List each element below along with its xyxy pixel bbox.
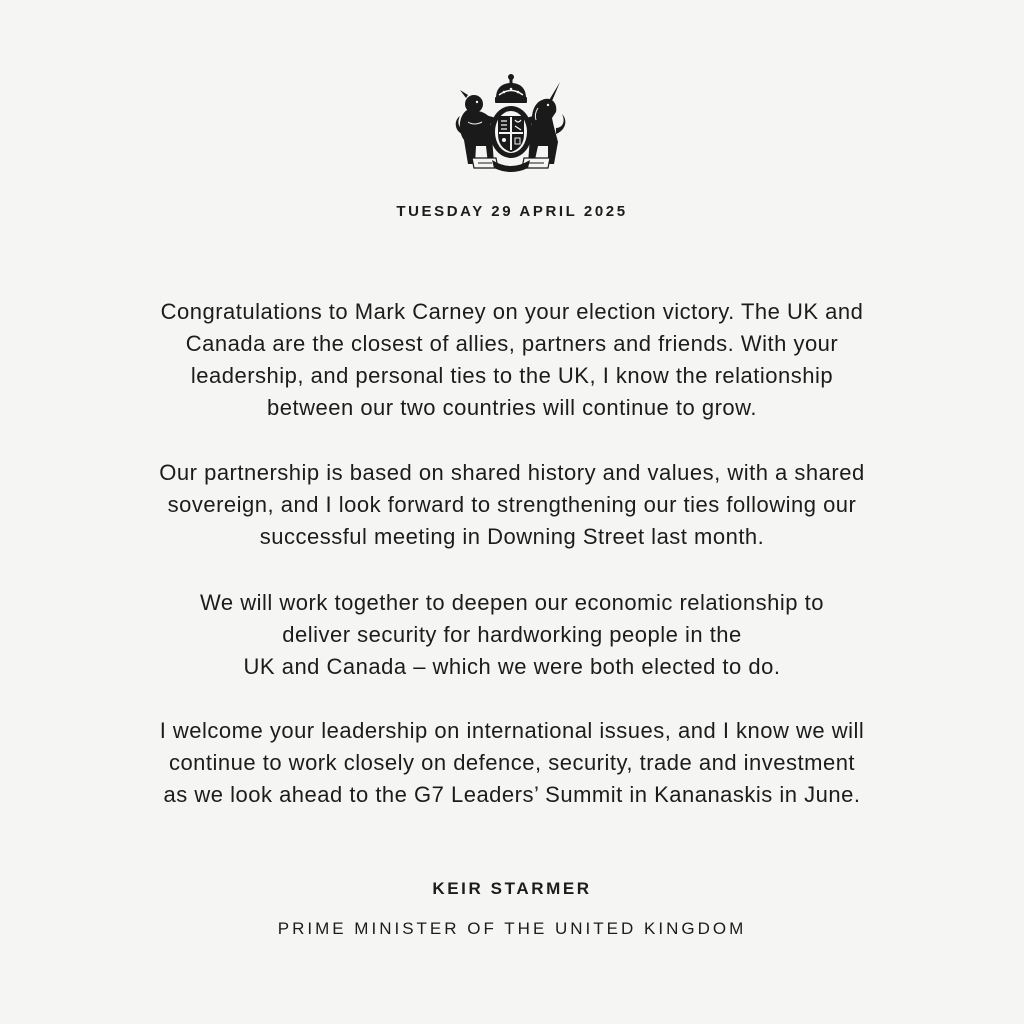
statement-paragraph-4	[60, 715, 964, 811]
statement-paragraph-3	[60, 587, 964, 683]
signatory-title: PRIME MINISTER OF THE UNITED KINGDOM	[277, 919, 747, 938]
statement-paragraph-2	[60, 457, 964, 553]
paragraph-text: Congratulations to Mark Carney on your election victory. The UK and Canada are the closest of allies, partners and friends. With your leadership, and personal ties to the UK, I know the relationship between our two countries will continue to grow.	[160, 299, 864, 420]
paragraph-text: I welcome your leadership on international issues, and I know we will continue to work closely on defence, security, trade and investment as we look ahead to the G7 Leaders’ Summit in Kananaskis in June.	[159, 718, 865, 807]
paragraph-text: We will work together to deepen our economic relationship to deliver security for hardworking people in the UK and Canada – which we were both elected to do.	[200, 590, 824, 679]
royal-coat-of-arms-icon	[452, 72, 570, 174]
statement-paragraph-1	[60, 296, 964, 424]
signatory-name: KEIR STARMER	[432, 879, 592, 898]
statement-date: TUESDAY 29 APRIL 2025	[396, 203, 628, 220]
paragraph-text: Our partnership is based on shared history and values, with a shared sovereign, and I look forward to strengthening our ties following our successful meeting in Downing Street last month.	[159, 460, 865, 549]
